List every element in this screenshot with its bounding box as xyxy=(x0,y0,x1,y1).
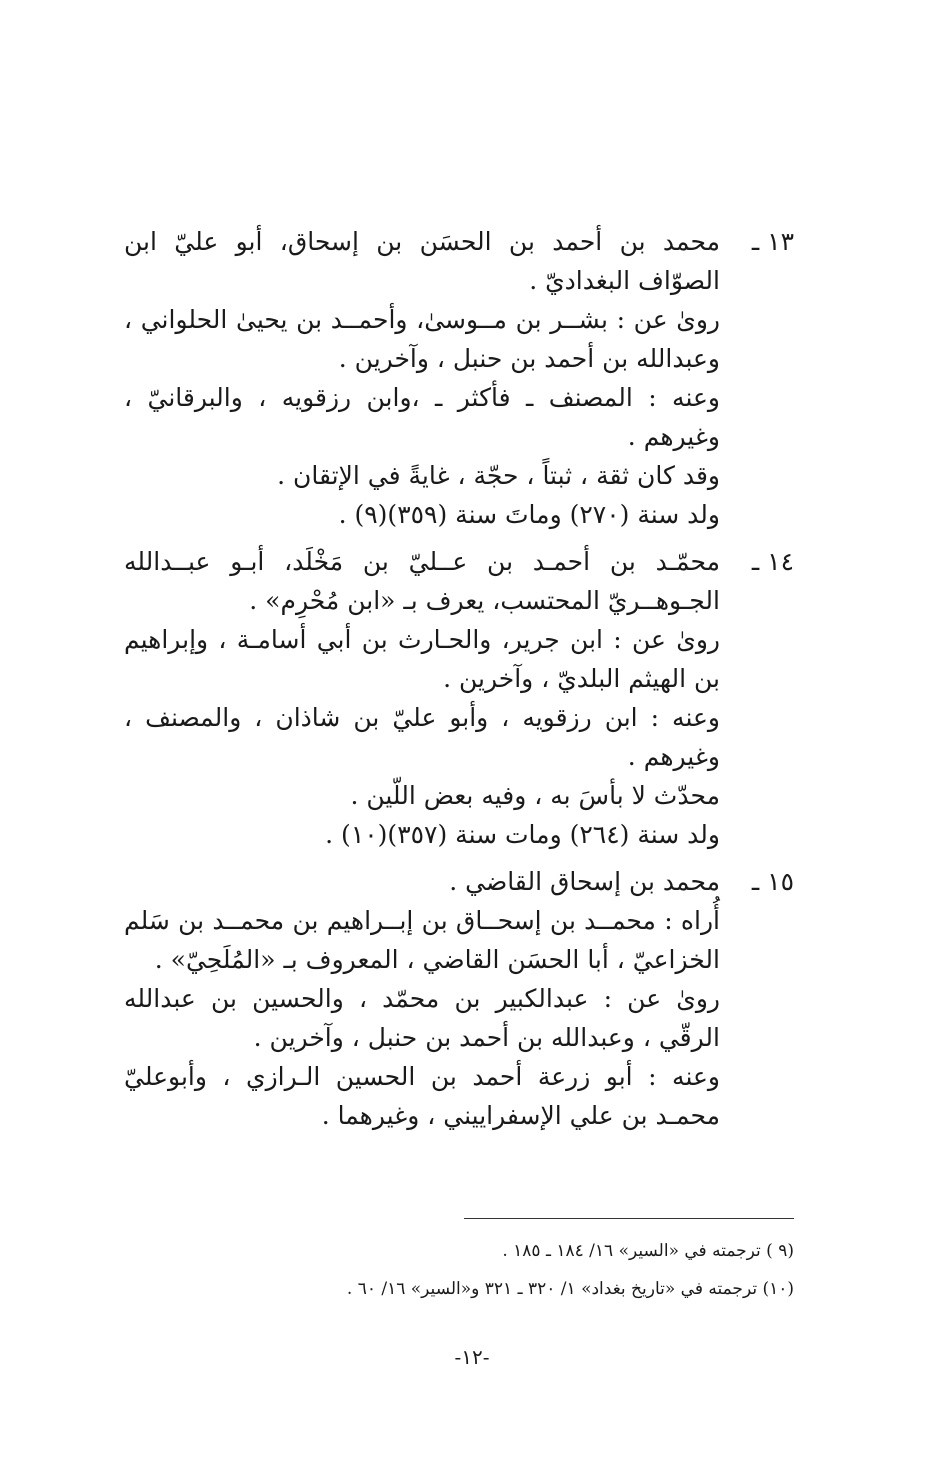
entry-heading-text: محمد بن أحمد بن الحسَن بن إسحاق، أبو عليّ ابن الصوّاف البغداديّ . xyxy=(124,227,720,295)
narrated-by-line: وعنه : ابن رزقويه ، وأبو عليّ بن شاذان ، والمصنف ، وغيرهم . xyxy=(124,703,720,771)
identification-line: أُراه : محمــد بن إسحــاق بن إبــراهيم بن محمــد بن سَلم الخزاعيّ ، أبا الحسَن القاضي ، المعروف بـ «المُلَحِيّ» . xyxy=(124,906,720,974)
entry-number: ١٥ ـ xyxy=(751,867,794,896)
entry-heading xyxy=(124,222,794,300)
narrated-by-line: وعنه : المصنف ـ فأكثر ـ ،وابن رزقويه ، والبرقانيّ ، وغيرهم . xyxy=(124,383,720,451)
entry-13 xyxy=(124,222,794,534)
page-number: -١٢- xyxy=(454,1345,490,1369)
narrated-from-line: روىٰ عن : ابن جرير، والحـارث بن أبي أسامـة ، وإبراهيم بن الهيثم البلديّ ، وآخرين . xyxy=(124,625,720,693)
assessment-line: محدّث لا بأسَ به ، وفيه بعض اللّين . xyxy=(350,781,720,810)
footnote-10: (١٠) ترجمته في «تاريخ بغداد» ١/ ٣٢٠ ـ ٣٢١ و«السير» ١٦/ ٦٠ . xyxy=(346,1279,794,1299)
narrated-from-line: روىٰ عن : بشــر بن مــوسىٰ، وأحمــد بن يحيىٰ الحلواني ، وعبدالله بن أحمد بن حنبل ، وآخرين . xyxy=(124,305,720,373)
footnote-divider xyxy=(464,1218,794,1219)
narrated-by-line: وعنه : أبو زرعة أحمد بن الحسين الـرازي ، وأبوعليّ محمـد بن علي الإسفراييني ، وغيرهما . xyxy=(124,1062,720,1130)
entry-number: ١٤ ـ xyxy=(751,547,794,576)
entry-number: ١٣ ـ xyxy=(751,227,794,256)
entry-heading-text: محمد بن إسحاق القاضي . xyxy=(449,867,720,896)
assessment-line: وقد كان ثقة ، ثبتاً ، حجّة ، غايةً في الإتقان . xyxy=(277,461,720,490)
entry-15 xyxy=(124,862,794,1135)
entries-list xyxy=(124,222,794,1143)
entry-heading xyxy=(124,542,794,620)
dates-line: ولد سنة (٢٧٠) وماتَ سنة (٣٥٩)(٩) . xyxy=(338,500,720,529)
entry-heading-text: محمّـد بن أحمـد بن عــليّ بن مَخْلَد، أبـو عبــدالله الجـوهــريّ المحتسب، يعرف بـ «ابن مُحْرِم» . xyxy=(124,547,720,615)
dates-line: ولد سنة (٢٦٤) ومات سنة (٣٥٧)(١٠) . xyxy=(325,820,720,849)
narrated-from-line: روىٰ عن : عبدالكبير بن محمّد ، والحسين بن عبدالله الرقّي ، وعبدالله بن أحمد بن حنبل ، وآخرين . xyxy=(124,984,720,1052)
footnote-9: (٩ ) ترجمته في «السير» ١٦/ ١٨٤ ـ ١٨٥ . xyxy=(502,1241,794,1261)
entry-heading xyxy=(124,862,794,901)
entry-14 xyxy=(124,542,794,854)
footnotes xyxy=(124,1232,794,1308)
